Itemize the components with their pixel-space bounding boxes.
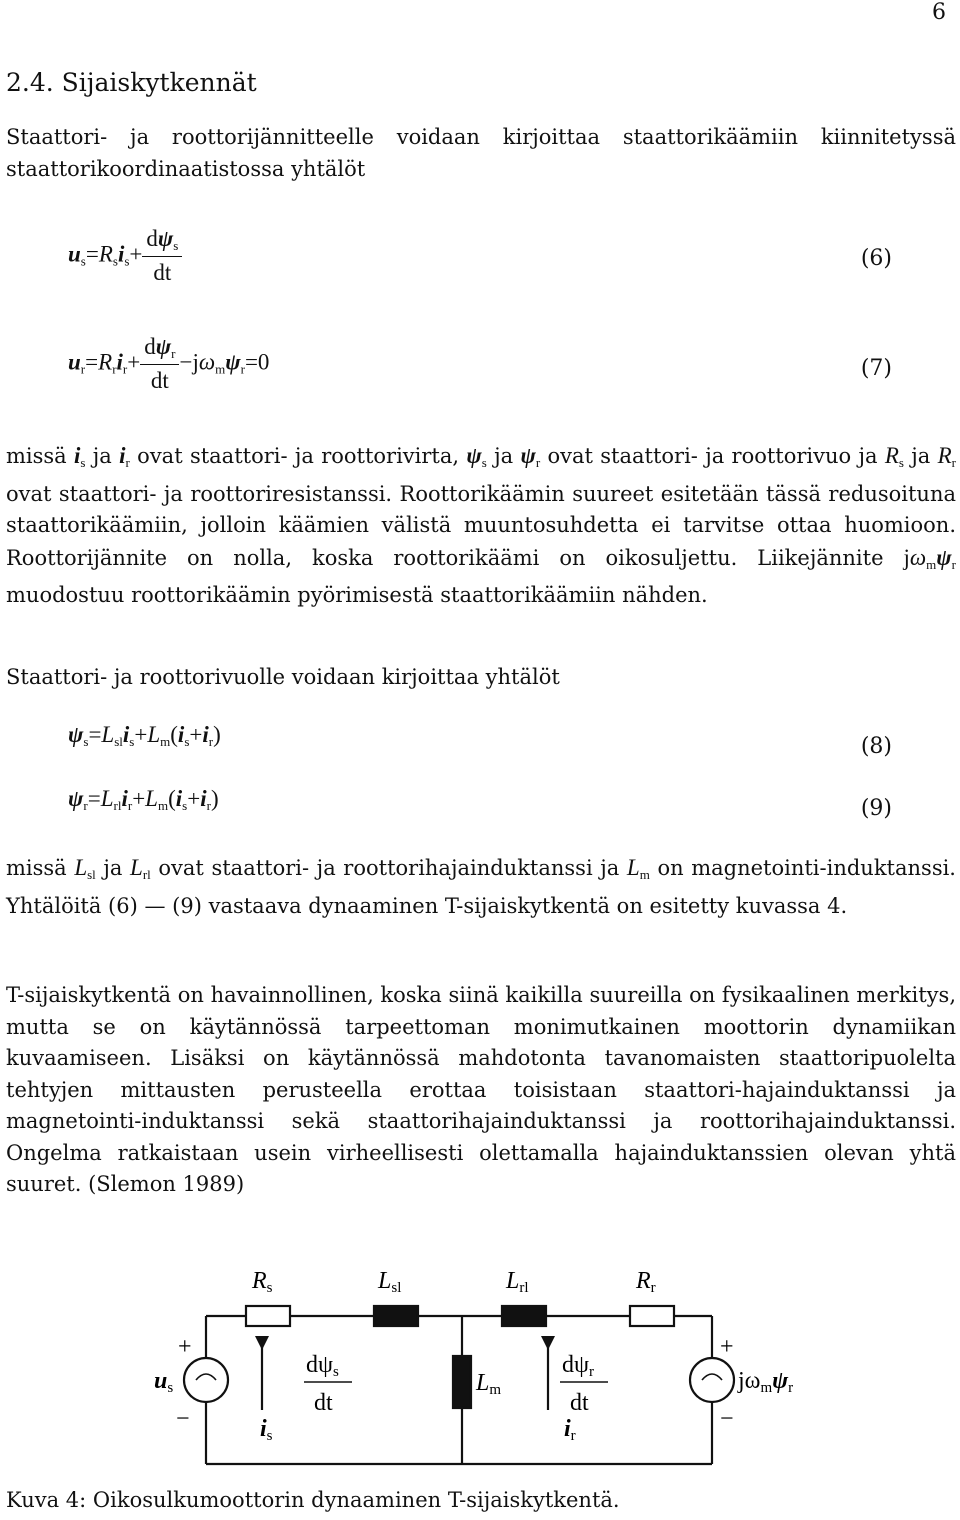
- right-source-symbol: [702, 1374, 722, 1380]
- label-lsl: Lsl: [378, 1268, 402, 1296]
- paragraph-4: missä $L_{sl}$ ja $L_{rl}$ ovat staattori- ja roottorihajainduktanssi ja $L_m$ on magnetointi-induktanssi. Yhtälöitä (6) — (9) vastaava dynaaminen T-sijaiskytkentä on esitetty kuvassa 4.: [6, 855, 956, 918]
- equation-number-8: (8): [860, 734, 892, 759]
- paragraph-2: missä $i_s$ ja $i_r$ ovat staattori- ja roottorivirta, $\psi_s$ ja $\psi_r$ ovat staattori- ja roottorivuo ja $R_s$ ja $R_r$ ovat staattori- ja roottoriresistanssi. Roottorikäämin suureet esitetään tässä redusoituna staattorikäämiin, jolloin käämien välistä muuntosuhdetta ei tarvitse ottaa huomioon. Roottorijännite on nolla, koska roottorikäämi on oikosuljettu. Liikejännite $j\omega_m\psi_r$ muodostuu roottorikäämin pyörimisestä staattorikäämiin nähden.: [6, 443, 956, 607]
- label-dpsir-den: dt: [570, 1390, 589, 1416]
- paragraph-5: T-sijaiskytkentä on havainnollinen, koska siinä kaikilla suureilla on fysikaalinen merkitys, mutta se on käytännössä tarpeettoman monimutkainen moottorin dynamiikan kuvaamiseen. Lisäksi on käytännössä mahdotonta tavanomaisten staattoripuolelta tehtyjen mittausten perusteella erottaa toisistaan staattori-hajainduktanssi ja magnetointi-induktanssi sekä staattorihajainduktanssi ja roottorihajainduktanssi. Ongelma ratkaistaan usein virheellisesti olettamalla hajainduktanssien olevan yhtä suuret. (Slemon 1989): [6, 983, 956, 1196]
- equation-8: $\psi_s=L_{sl}i_s+L_m(i_s+i_r)$: [68, 722, 221, 749]
- label-lm: Lm: [476, 1370, 502, 1398]
- intro-paragraph: Staattori- ja roottorijännitteelle voidaan kirjoittaa staattorikäämiin kiinnitetyssä staattorikoordinaatistossa yhtälöt: [6, 125, 956, 181]
- right-plus-sign: +: [720, 1334, 734, 1360]
- section-title: 2.4. Sijaiskytkennät: [6, 68, 257, 97]
- equation-number-9: (9): [860, 796, 892, 821]
- resistor-rs: [246, 1306, 290, 1326]
- ir-arrow-head: [541, 1336, 555, 1350]
- equation-number-6: (6): [860, 246, 892, 271]
- left-voltage-source: [184, 1358, 228, 1402]
- t-equivalent-circuit-diagram: [0, 1250, 960, 1470]
- page-number: 6: [932, 0, 946, 25]
- inductor-lm: [453, 1356, 471, 1408]
- right-voltage-source: [690, 1358, 734, 1402]
- label-is: is: [260, 1416, 273, 1444]
- right-minus-sign: −: [720, 1406, 734, 1432]
- intro2-paragraph: Staattori- ja roottorivuolle voidaan kirjoittaa yhtälöt: [6, 665, 560, 689]
- left-minus-sign: −: [176, 1406, 190, 1432]
- figure-caption: Kuva 4: Oikosulkumoottorin dynaaminen T-sijaiskytkentä.: [6, 1488, 620, 1512]
- equation-9: $\psi_r=L_{rl}i_r+L_m(i_s+i_r)$: [68, 786, 219, 813]
- label-dpsis-den: dt: [314, 1390, 333, 1416]
- left-plus-sign: +: [178, 1334, 192, 1360]
- label-lrl: Lrl: [506, 1268, 529, 1296]
- label-dpsir-num: dψr: [562, 1352, 595, 1380]
- inductor-lsl: [374, 1306, 418, 1326]
- equation-number-7: (7): [860, 356, 892, 381]
- label-us: us: [154, 1368, 174, 1396]
- label-rs: Rs: [252, 1268, 273, 1296]
- label-dpsis-num: dψs: [306, 1352, 339, 1380]
- is-arrow-head: [255, 1336, 269, 1350]
- inductor-lrl: [502, 1306, 546, 1326]
- equation-7: $u_r=R_ri_r+$ $\frac{d\psi_r}{dt}$ $-j\omega_m\psi_r=0$: [68, 334, 270, 393]
- label-emf: jωmψr: [738, 1368, 794, 1396]
- equation-6: $u_s=R_si_s+$ $\frac{d\psi_s}{dt}$: [68, 226, 182, 286]
- resistor-rr: [630, 1306, 674, 1326]
- left-source-symbol: [196, 1374, 216, 1380]
- label-ir: ir: [564, 1416, 576, 1444]
- label-rr: Rr: [636, 1268, 656, 1296]
